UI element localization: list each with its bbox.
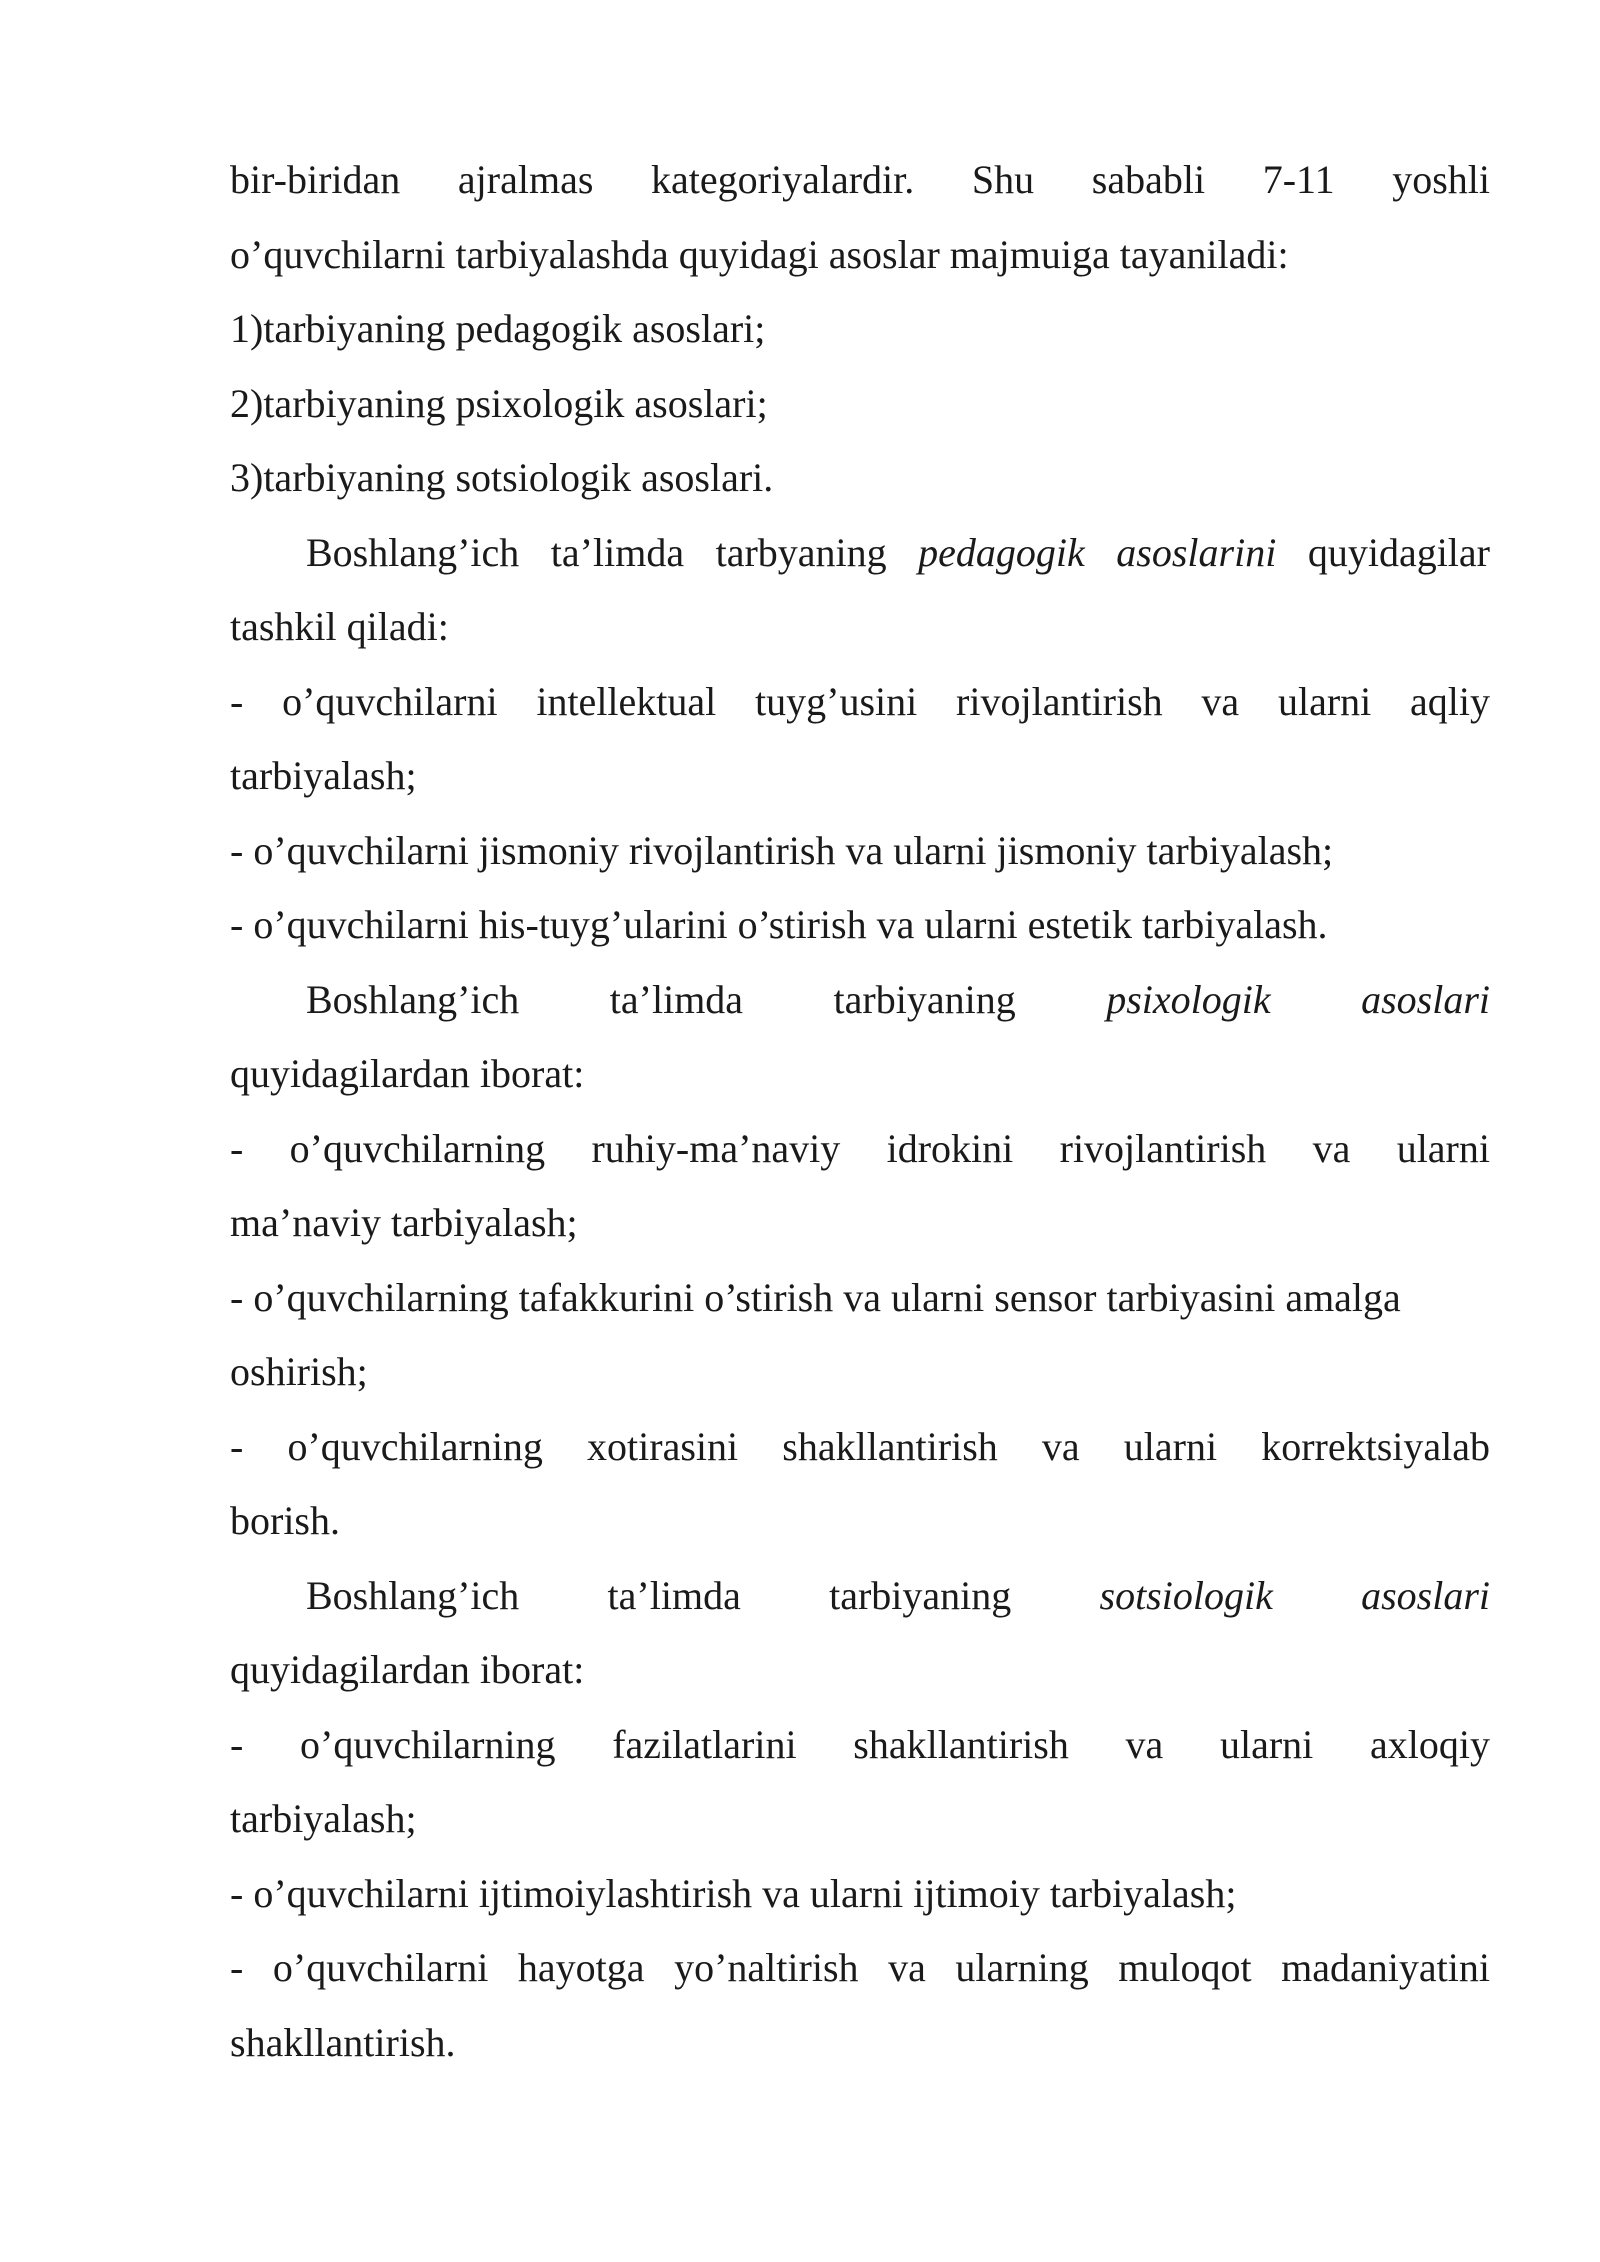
sociological-intro-line-2: quyidagilardan iborat: [230, 1647, 585, 1692]
sociological-item-2: - o’quvchilarni ijtimoiylashtirish va ularni ijtimoiy tarbiyalash; [230, 1870, 1237, 1916]
intro-line-2: o’quvchilarni tarbiyalashda quyidagi asoslar majmuiga tayaniladi: [230, 231, 1289, 277]
pedagogical-intro-tail: quyidagilar [1276, 529, 1490, 575]
sociological-intro-emphasis: sotsiologik asoslari [1099, 1572, 1491, 1618]
pedagogical-intro-line-2: tashkil qiladi: [230, 604, 449, 649]
sociological-intro-text: Boshlang’ich ta’limda tarbiyaning [306, 1572, 1100, 1618]
document-page [230, 150, 1490, 2087]
psychological-item-1-line-1: - o’quvchilarning ruhiy-ma’naviy idrokini rivojlantirish va ularni [230, 1125, 1490, 1171]
sociological-item-1-line-2: tarbiyalash; [230, 1796, 417, 1841]
foundation-item-pedagogical: 1)tarbiyaning pedagogik asoslari; [230, 306, 766, 351]
psychological-item-1-line-2: ma’naviy tarbiyalash; [230, 1200, 578, 1245]
pedagogical-intro-emphasis: pedagogik asoslarini [918, 529, 1277, 575]
psychological-item-2-line-2: oshirish; [230, 1349, 368, 1394]
sociological-item-1-line-1: - o’quvchilarning fazilatlarini shakllantirish va ularni axloqiy [230, 1721, 1490, 1767]
sociological-item-3-line-1: - o’quvchilarni hayotga yo’naltirish va ularning muloqot madaniyatini [230, 1945, 1490, 1990]
psychological-intro-emphasis: psixologik asoslari [1106, 976, 1491, 1022]
psychological-intro-line-1 [230, 970, 1490, 1045]
pedagogical-item-3: - o’quvchilarni his-tuyg’ularini o’stirish va ularni estetik tarbiyalash. [230, 902, 1328, 947]
foundation-item-psychological: 2)tarbiyaning psixologik asoslari; [230, 380, 768, 426]
foundation-item-sociological: 3)tarbiyaning sotsiologik asoslari. [230, 455, 774, 500]
pedagogical-intro-line-1 [230, 523, 1490, 598]
psychological-item-3-line-2: borish. [230, 1498, 340, 1543]
sociological-item-3-line-2: shakllantirish. [230, 2019, 456, 2065]
pedagogical-item-1-line-1: - o’quvchilarni intellektual tuyg’usini rivojlantirish va ularni aqliy [230, 678, 1490, 724]
psychological-intro-text: Boshlang’ich ta’limda tarbiyaning [306, 976, 1107, 1022]
pedagogical-item-2: - o’quvchilarni jismoniy rivojlantirish va ularni jismoniy tarbiyalash; [230, 827, 1334, 873]
psychological-intro-line-2: quyidagilardan iborat: [230, 1051, 585, 1096]
pedagogical-intro-text: Boshlang’ich ta’limda tarbyaning [306, 529, 919, 575]
psychological-item-2-line-1: - o’quvchilarning tafakkurini o’stirish va ularni sensor tarbiyasini amalga [230, 1274, 1401, 1320]
pedagogical-item-1-line-2: tarbiyalash; [230, 753, 417, 798]
sociological-intro-line-1 [230, 1566, 1490, 1641]
intro-line-1: bir-biridan ajralmas kategoriyalardir. Shu sababli 7-11 yoshli [230, 157, 1490, 202]
psychological-item-3-line-1: - o’quvchilarning xotirasini shakllantirish va ularni korrektsiyalab [230, 1423, 1490, 1469]
